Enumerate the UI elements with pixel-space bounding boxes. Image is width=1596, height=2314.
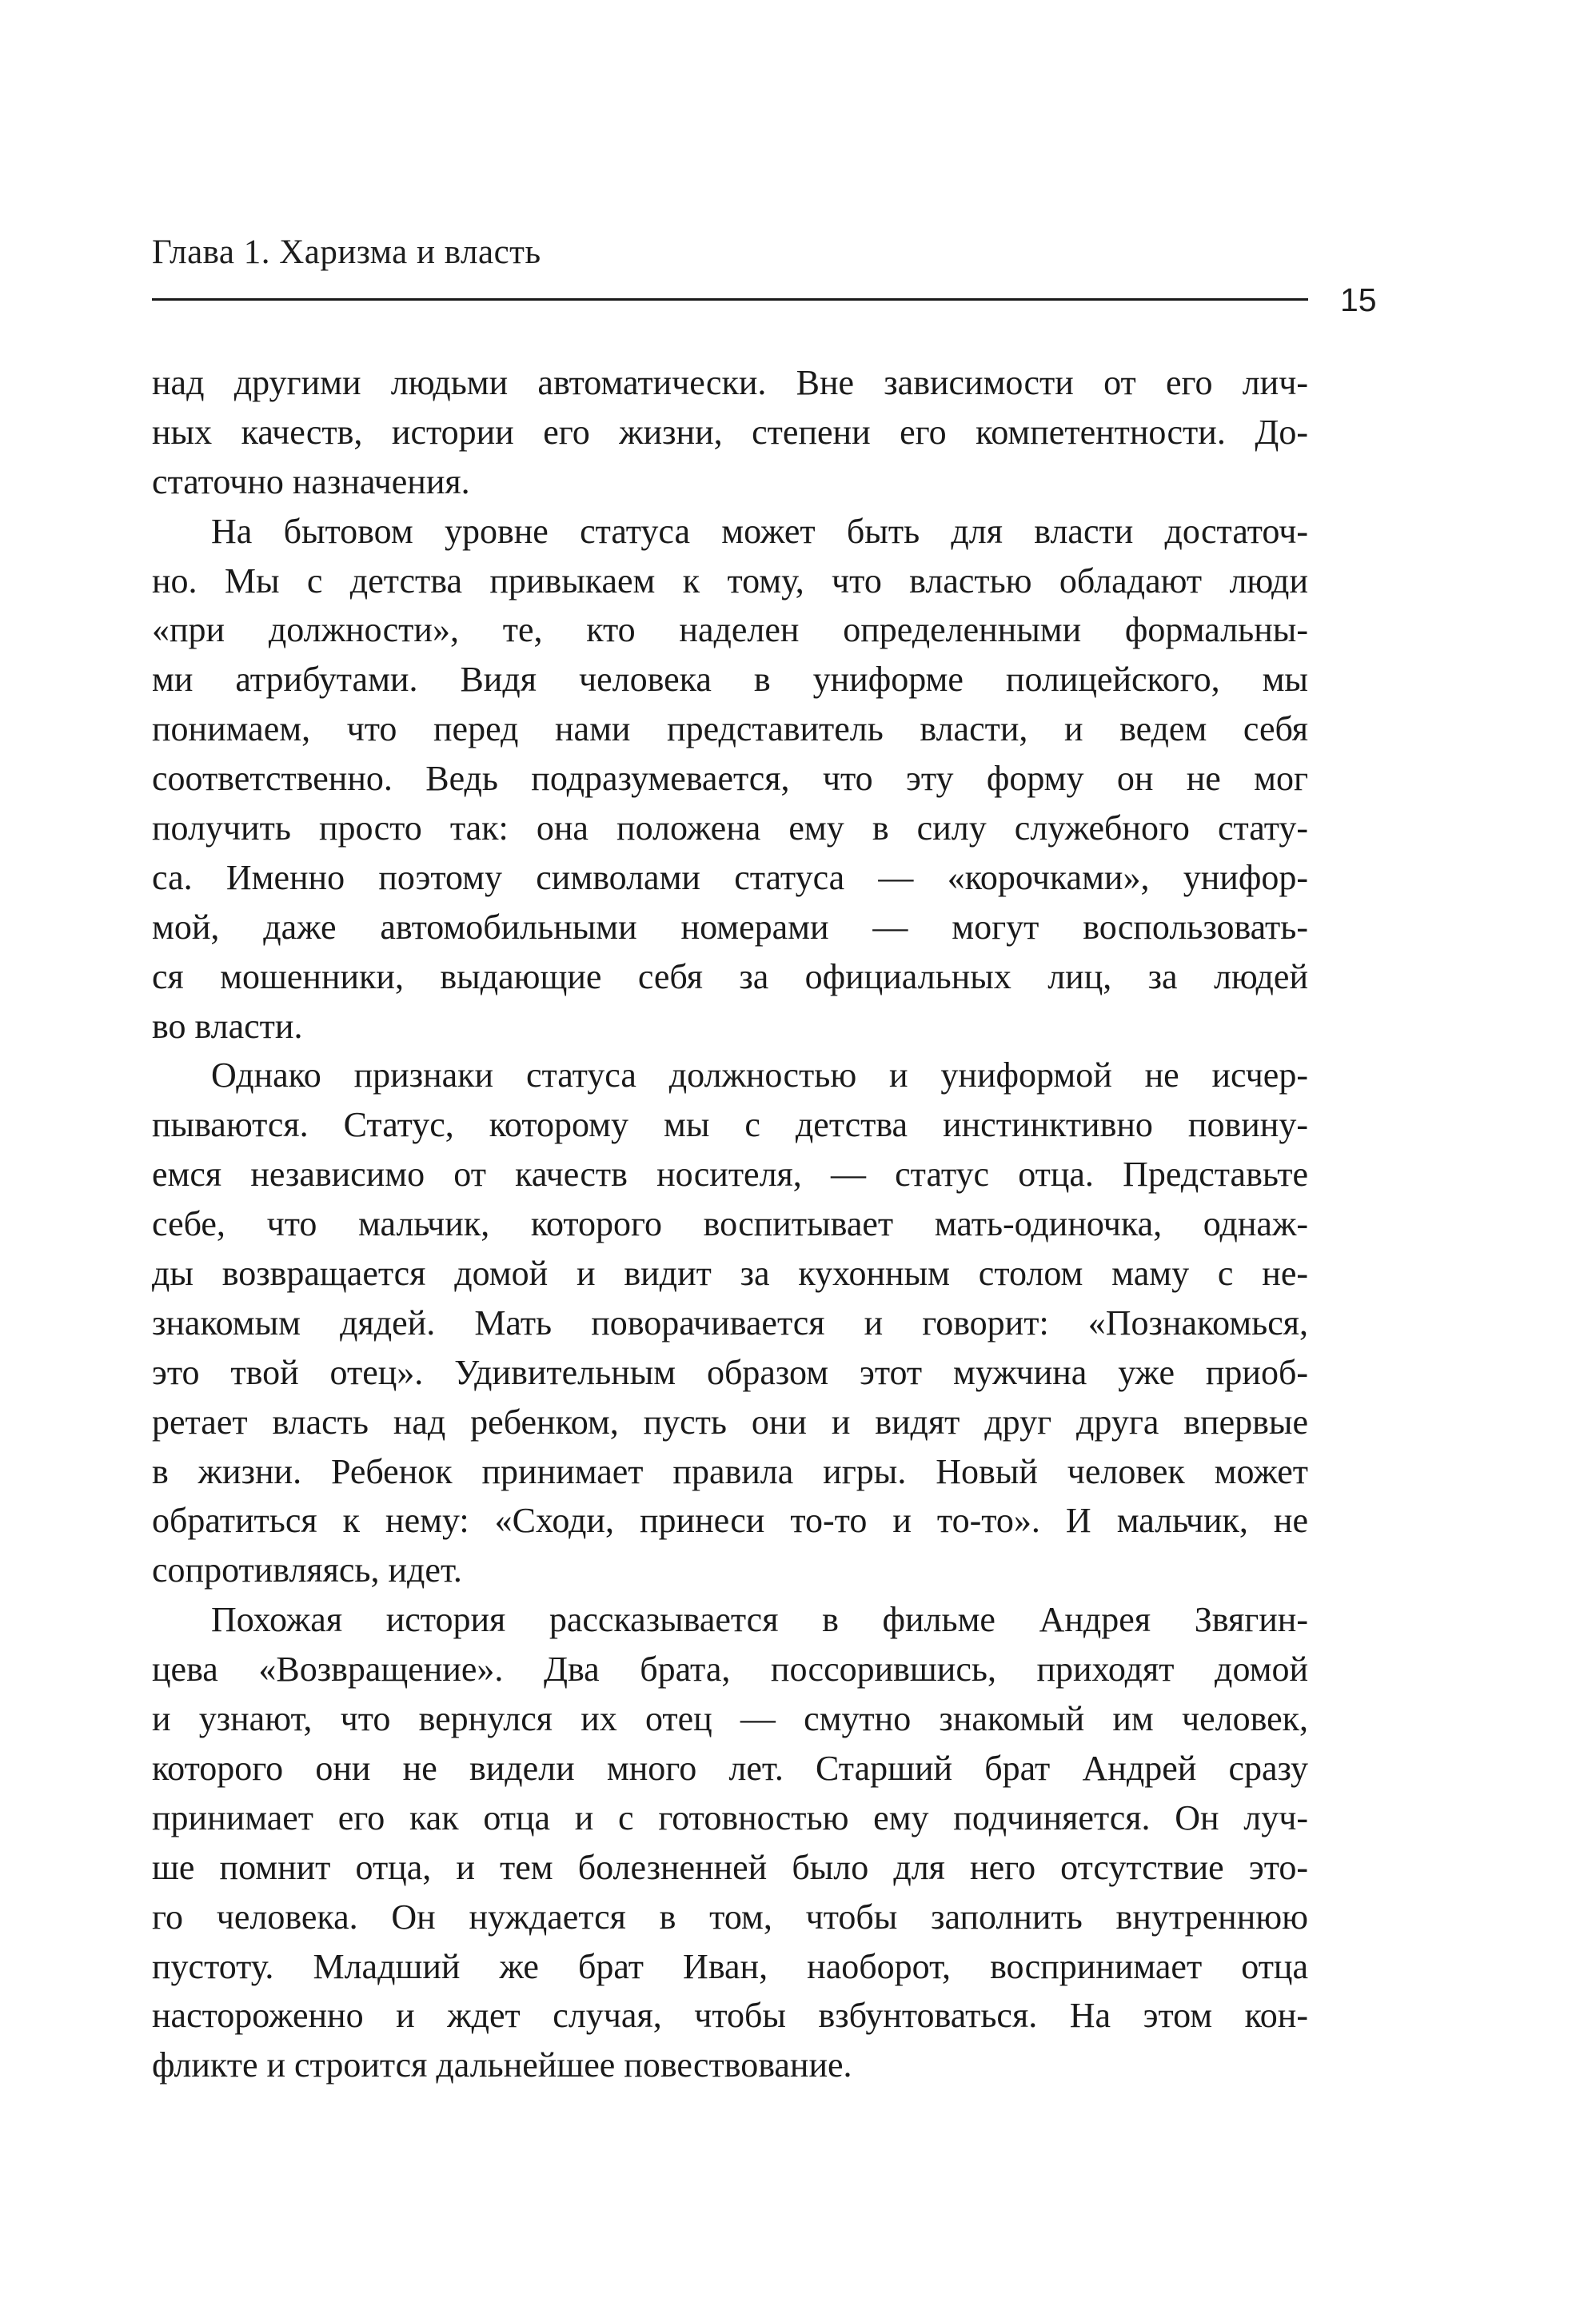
text-line: пустоту. Младший же брат Иван, наоборот, воспринимает отца: [152, 1946, 1308, 1986]
text-line: ше помнит отца, и тем болезненней было для него отсутствие это-: [152, 1847, 1308, 1887]
text-line: ретает власть над ребенком, пусть они и видят друг друга впервые: [152, 1402, 1308, 1442]
text-line: «при должности», те, кто наделен определенными формальны-: [152, 610, 1308, 650]
text-line: которого они не видели много лет. Старший брат Андрей сразу: [152, 1748, 1308, 1788]
text-line: цева «Возвращение». Два брата, поссорившись, приходят домой: [152, 1650, 1308, 1690]
text-line: фликте и строится дальнейшее повествование.: [152, 2045, 852, 2085]
text-line: пываются. Статус, которому мы с детства инстинктивно повину-: [152, 1105, 1308, 1145]
text-line: Похожая история рассказывается в фильме Андрея Звягин-: [211, 1600, 1308, 1640]
header-rule: [152, 298, 1308, 301]
text-line: себе, что мальчик, которого воспитывает мать-одиночка, однаж-: [152, 1204, 1308, 1244]
text-line: На бытовом уровне статуса может быть для власти достаточ-: [211, 511, 1308, 551]
body-text: [152, 358, 1308, 2090]
text-line: получить просто так: она положена ему в силу служебного стату-: [152, 808, 1308, 848]
text-line: во власти.: [152, 1006, 303, 1046]
text-line: мой, даже автомобильными номерами — могут воспользовать-: [152, 907, 1308, 947]
text-line: го человека. Он нуждается в том, чтобы заполнить внутреннюю: [152, 1897, 1308, 1937]
text-line: настороженно и ждет случая, чтобы взбунтоваться. На этом кон-: [152, 1996, 1308, 2036]
text-line: обратиться к нему: «Сходи, принеси то-то и то-то». И мальчик, не: [152, 1501, 1308, 1541]
text-line: над другими людьми автоматически. Вне зависимости от его лич-: [152, 363, 1308, 402]
text-line: сопротивляясь, идет.: [152, 1550, 462, 1590]
text-line: принимает его как отца и с готовностью ему подчиняется. Он луч-: [152, 1797, 1308, 1837]
paragraph: [152, 1595, 1308, 2090]
text-line: са. Именно поэтому символами статуса — «корочками», унифор-: [152, 857, 1308, 897]
text-line: знакомым дядей. Мать поворачивается и говорит: «Познакомься,: [152, 1303, 1308, 1343]
text-line: емся независимо от качеств носителя, — статус отца. Представьте: [152, 1155, 1308, 1195]
text-line: статочно назначения.: [152, 461, 470, 501]
text-line: ми атрибутами. Видя человека в униформе полицейского, мы: [152, 660, 1308, 700]
text-line: в жизни. Ребенок принимает правила игры. Новый человек может: [152, 1451, 1308, 1491]
paragraph: [152, 507, 1308, 1051]
paragraph: [152, 358, 1308, 507]
page-number: 15: [1340, 281, 1377, 318]
text-line: и узнают, что вернулся их отец — смутно знакомый им человек,: [152, 1699, 1308, 1739]
text-line: ся мошенники, выдающие себя за официальных лиц, за людей: [152, 956, 1308, 996]
text-line: ных качеств, истории его жизни, степени его компетентности. До-: [152, 412, 1308, 452]
text-line: соответственно. Ведь подразумевается, что эту форму он не мог: [152, 759, 1308, 799]
text-line: Однако признаки статуса должностью и униформой не исчер-: [211, 1055, 1308, 1095]
text-line: это твой отец». Удивительным образом этот мужчина уже приоб-: [152, 1352, 1308, 1392]
text-line: но. Мы с детства привыкаем к тому, что властью обладают люди: [152, 561, 1308, 600]
text-line: понимаем, что перед нами представитель власти, и ведем себя: [152, 709, 1308, 749]
text-line: ды возвращается домой и видит за кухонным столом маму с не-: [152, 1254, 1308, 1294]
running-head: Глава 1. Харизма и власть: [152, 233, 541, 271]
paragraph: [152, 1051, 1308, 1595]
